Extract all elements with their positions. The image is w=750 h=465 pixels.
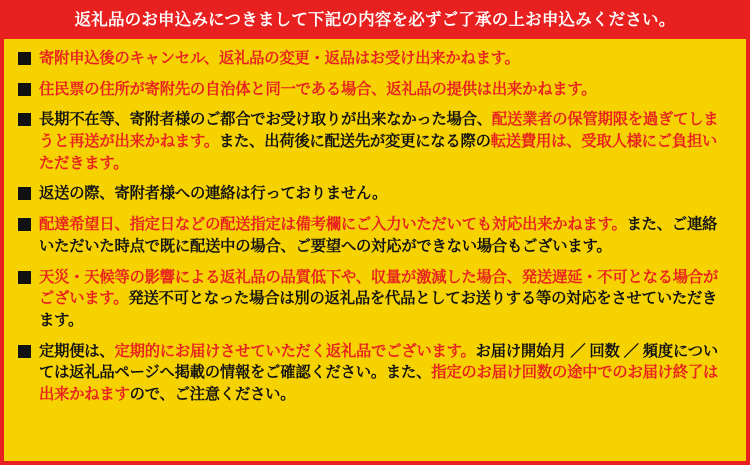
plain-text: 発送不可となった場合は別の返礼品を代品としてお送りする等の対応をさせていただきます。 [39,290,718,329]
highlighted-text: 天災・天候等の影響による返礼品の品質低下や、収量が激減した場合、発送遅延・不可となる場合がございます。 [39,268,719,308]
black-square-bullet-icon [18,187,31,200]
notice-item [18,214,732,257]
notice-item [18,341,732,406]
highlighted-text: 住民票の住所が寄附先の自治体と同一である場合、返礼品の提供は出来かねます。 [39,80,597,98]
plain-text: また、出荷後に配送先が変更になる際の [218,132,491,150]
plain-text: また、ご連絡いただいた時点で既に配送中の場合、ご要望への対応ができない場合もございます。 [39,216,718,255]
notice-item [18,183,732,205]
notice-item-text [39,267,732,332]
plain-text: ので、ご注意ください。 [129,386,296,404]
highlighted-text: 定期的にお届けさせていただく返礼品でございます。 [114,342,476,360]
black-square-bullet-icon [18,83,31,96]
notice-item-text [39,183,732,205]
plain-text: 返送の際、寄附者様への連絡は行っておりません。 [39,185,388,203]
notice-items-list [4,39,746,461]
highlighted-text: 配送業者の保管期限を過ぎてしまうと再送が出来かねます。 [39,111,719,150]
highlighted-text: 指定のお届け回数の途中でのお届け終了は出来かねます [39,364,719,404]
notice-item [18,267,732,332]
highlighted-text: 転送費用は、受取人様にご負担いただきます。 [39,132,718,172]
black-square-bullet-icon [18,113,31,126]
plain-text: 長期不在等、寄附者様のご都合でお受け取りが出来なかった場合、 [39,111,492,129]
black-square-bullet-icon [18,345,31,358]
black-square-bullet-icon [18,218,31,231]
notice-header: 返礼品のお申込みにつきまして下記の内容を必ずご了承の上お申込みください。 [4,4,746,39]
notice-item [18,48,732,70]
black-square-bullet-icon [18,52,31,65]
notice-item [18,109,732,174]
notice-item-text [39,109,732,174]
plain-text: 定期便は、 [39,342,115,360]
notice-item-text [39,341,732,406]
black-square-bullet-icon [18,271,31,284]
plain-text: お届け開始月 ／ 回数 ／ 頻度については返礼品ページへ掲載の情報をご確認ください。また、 [39,342,718,382]
notice-item [18,79,732,101]
notice-item-text [39,79,732,101]
notice-item-text [39,48,732,70]
highlighted-text: 配達希望日、指定日などの配送指定は備考欄にご入力いただいても対応出来かねます。 [39,216,627,234]
highlighted-text: 寄附申込後のキャンセル、返礼品の変更・返品はお受け出来かねます。 [39,49,520,67]
notice-item-text [39,214,732,257]
